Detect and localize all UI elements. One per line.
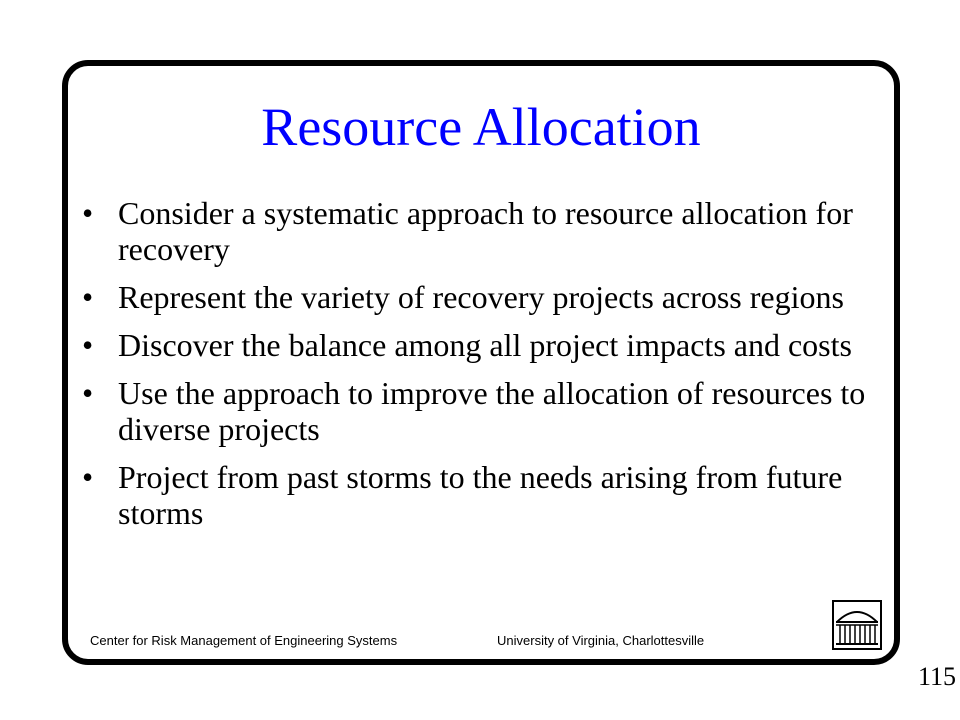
bullet-item: [82, 375, 872, 447]
bullet-item: [82, 327, 872, 363]
bullet-item: [82, 279, 872, 315]
bullet-dot: •: [82, 459, 94, 495]
bullet-text: Consider a systematic approach to resource allocation for recovery: [118, 195, 853, 267]
bullet-dot: •: [82, 375, 94, 411]
bullet-text: Represent the variety of recovery projects across regions: [118, 279, 844, 315]
bullet-dot: •: [82, 327, 94, 363]
rotunda-icon: [832, 600, 882, 650]
bullet-dot: •: [82, 195, 94, 231]
footer-university: University of Virginia, Charlottesville: [497, 633, 705, 648]
bullet-text: Use the approach to improve the allocation of resources to diverse projects: [118, 375, 866, 447]
bullet-list: [82, 195, 872, 543]
bullet-text: Discover the balance among all project impacts and costs: [118, 327, 852, 363]
bullet-dot: •: [82, 279, 94, 315]
bullet-text: Project from past storms to the needs arising from future storms: [118, 459, 843, 531]
slide-title: Resource Allocation: [261, 97, 701, 157]
bullet-item: [82, 195, 872, 267]
bullet-item: [82, 459, 872, 531]
footer-organization: Center for Risk Management of Engineering Systems: [90, 633, 398, 648]
page-number: 115: [917, 662, 956, 691]
